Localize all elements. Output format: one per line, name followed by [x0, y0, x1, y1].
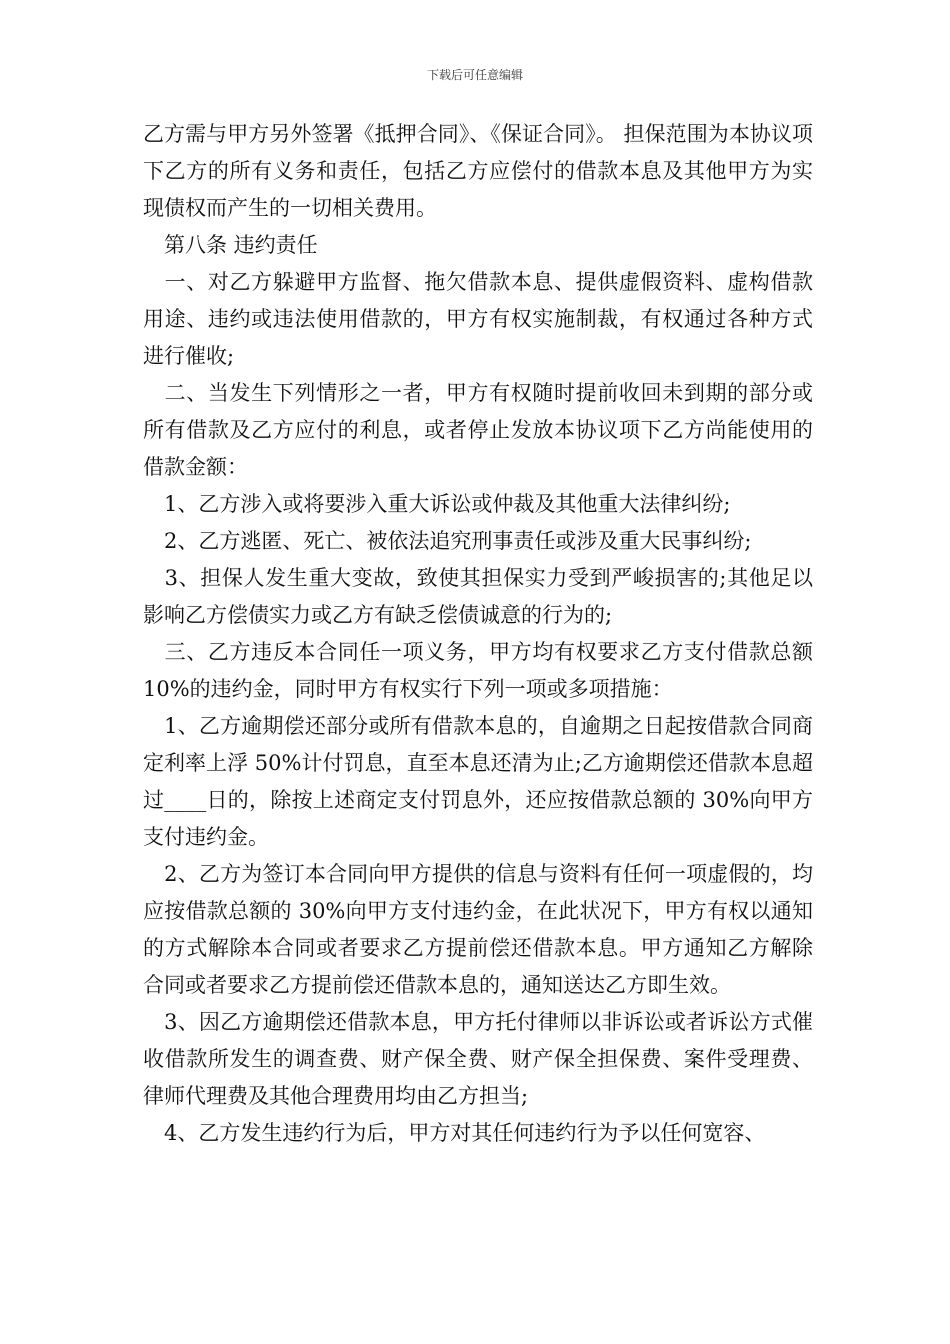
clause-3-item-1: 1、乙方逾期偿还部分或所有借款本息的，自逾期之日起按借款合同商定利率上浮 50%计付罚息，直至本息还清为止;乙方逾期偿还借款本息超过____日的，除按上述商定支付罚息外，还应按借款总额的 30%向甲方支付违约金。: [143, 714, 813, 849]
article-8-heading: 第八条 违约责任: [143, 233, 318, 257]
paragraph-guarantee-scope: 乙方需与甲方另外签署《抵押合同》、《保证合同》。 担保范围为本协议项下乙方的所有义务和责任，包括乙方应偿付的借款本息及其他甲方为实现债权而产生的一切相关费用。: [143, 122, 813, 220]
clause-2-item-3: 3、担保人发生重大变故，致使其担保实力受到严峻损害的;其他足以影响乙方偿债实力或乙方有缺乏偿债诚意的行为的;: [143, 566, 813, 627]
clause-3-item-4: 4、乙方发生违约行为后，甲方对其任何违约行为予以任何宽容、: [143, 1121, 766, 1145]
clause-3-item-2: 2、乙方为签订本合同向甲方提供的信息与资料有任何一项虚假的，均应按借款总额的 30%向甲方支付违约金，在此状况下，甲方有权以通知的方式解除本合同或者要求乙方提前偿还借款本息。甲方通知乙方解除合同或者要求乙方提前偿还借款本息的，通知送达乙方即生效。: [143, 862, 813, 997]
clause-2-item-1: 1、乙方涉入或将要涉入重大诉讼或仲裁及其他重大法律纠纷;: [143, 492, 731, 516]
clause-3-item-3: 3、因乙方逾期偿还借款本息，甲方托付律师以非诉讼或者诉讼方式催收借款所发生的调查费、财产保全费、财产保全担保费、案件受理费、律师代理费及其他合理费用均由乙方担当;: [143, 1010, 813, 1108]
clause-2: 二、当发生下列情形之一者，甲方有权随时提前收回未到期的部分或所有借款及乙方应付的利息，或者停止发放本协议项下乙方尚能使用的借款金额：: [143, 381, 813, 479]
document-body: [143, 116, 813, 1152]
clause-2-item-2: 2、乙方逃匿、死亡、被依法追究刑事责任或涉及重大民事纠纷;: [143, 529, 752, 553]
page-header: 下载后可任意编辑: [426, 68, 523, 82]
clause-3: 三、乙方违反本合同任一项义务，甲方均有权要求乙方支付借款总额 10%的违约金，同时甲方有权实行下列一项或多项措施：: [143, 640, 813, 701]
clause-1: 一、对乙方躲避甲方监督、拖欠借款本息、提供虚假资料、虚构借款用途、违约或违法使用借款的，甲方有权实施制裁，有权通过各种方式进行催收;: [143, 270, 813, 368]
